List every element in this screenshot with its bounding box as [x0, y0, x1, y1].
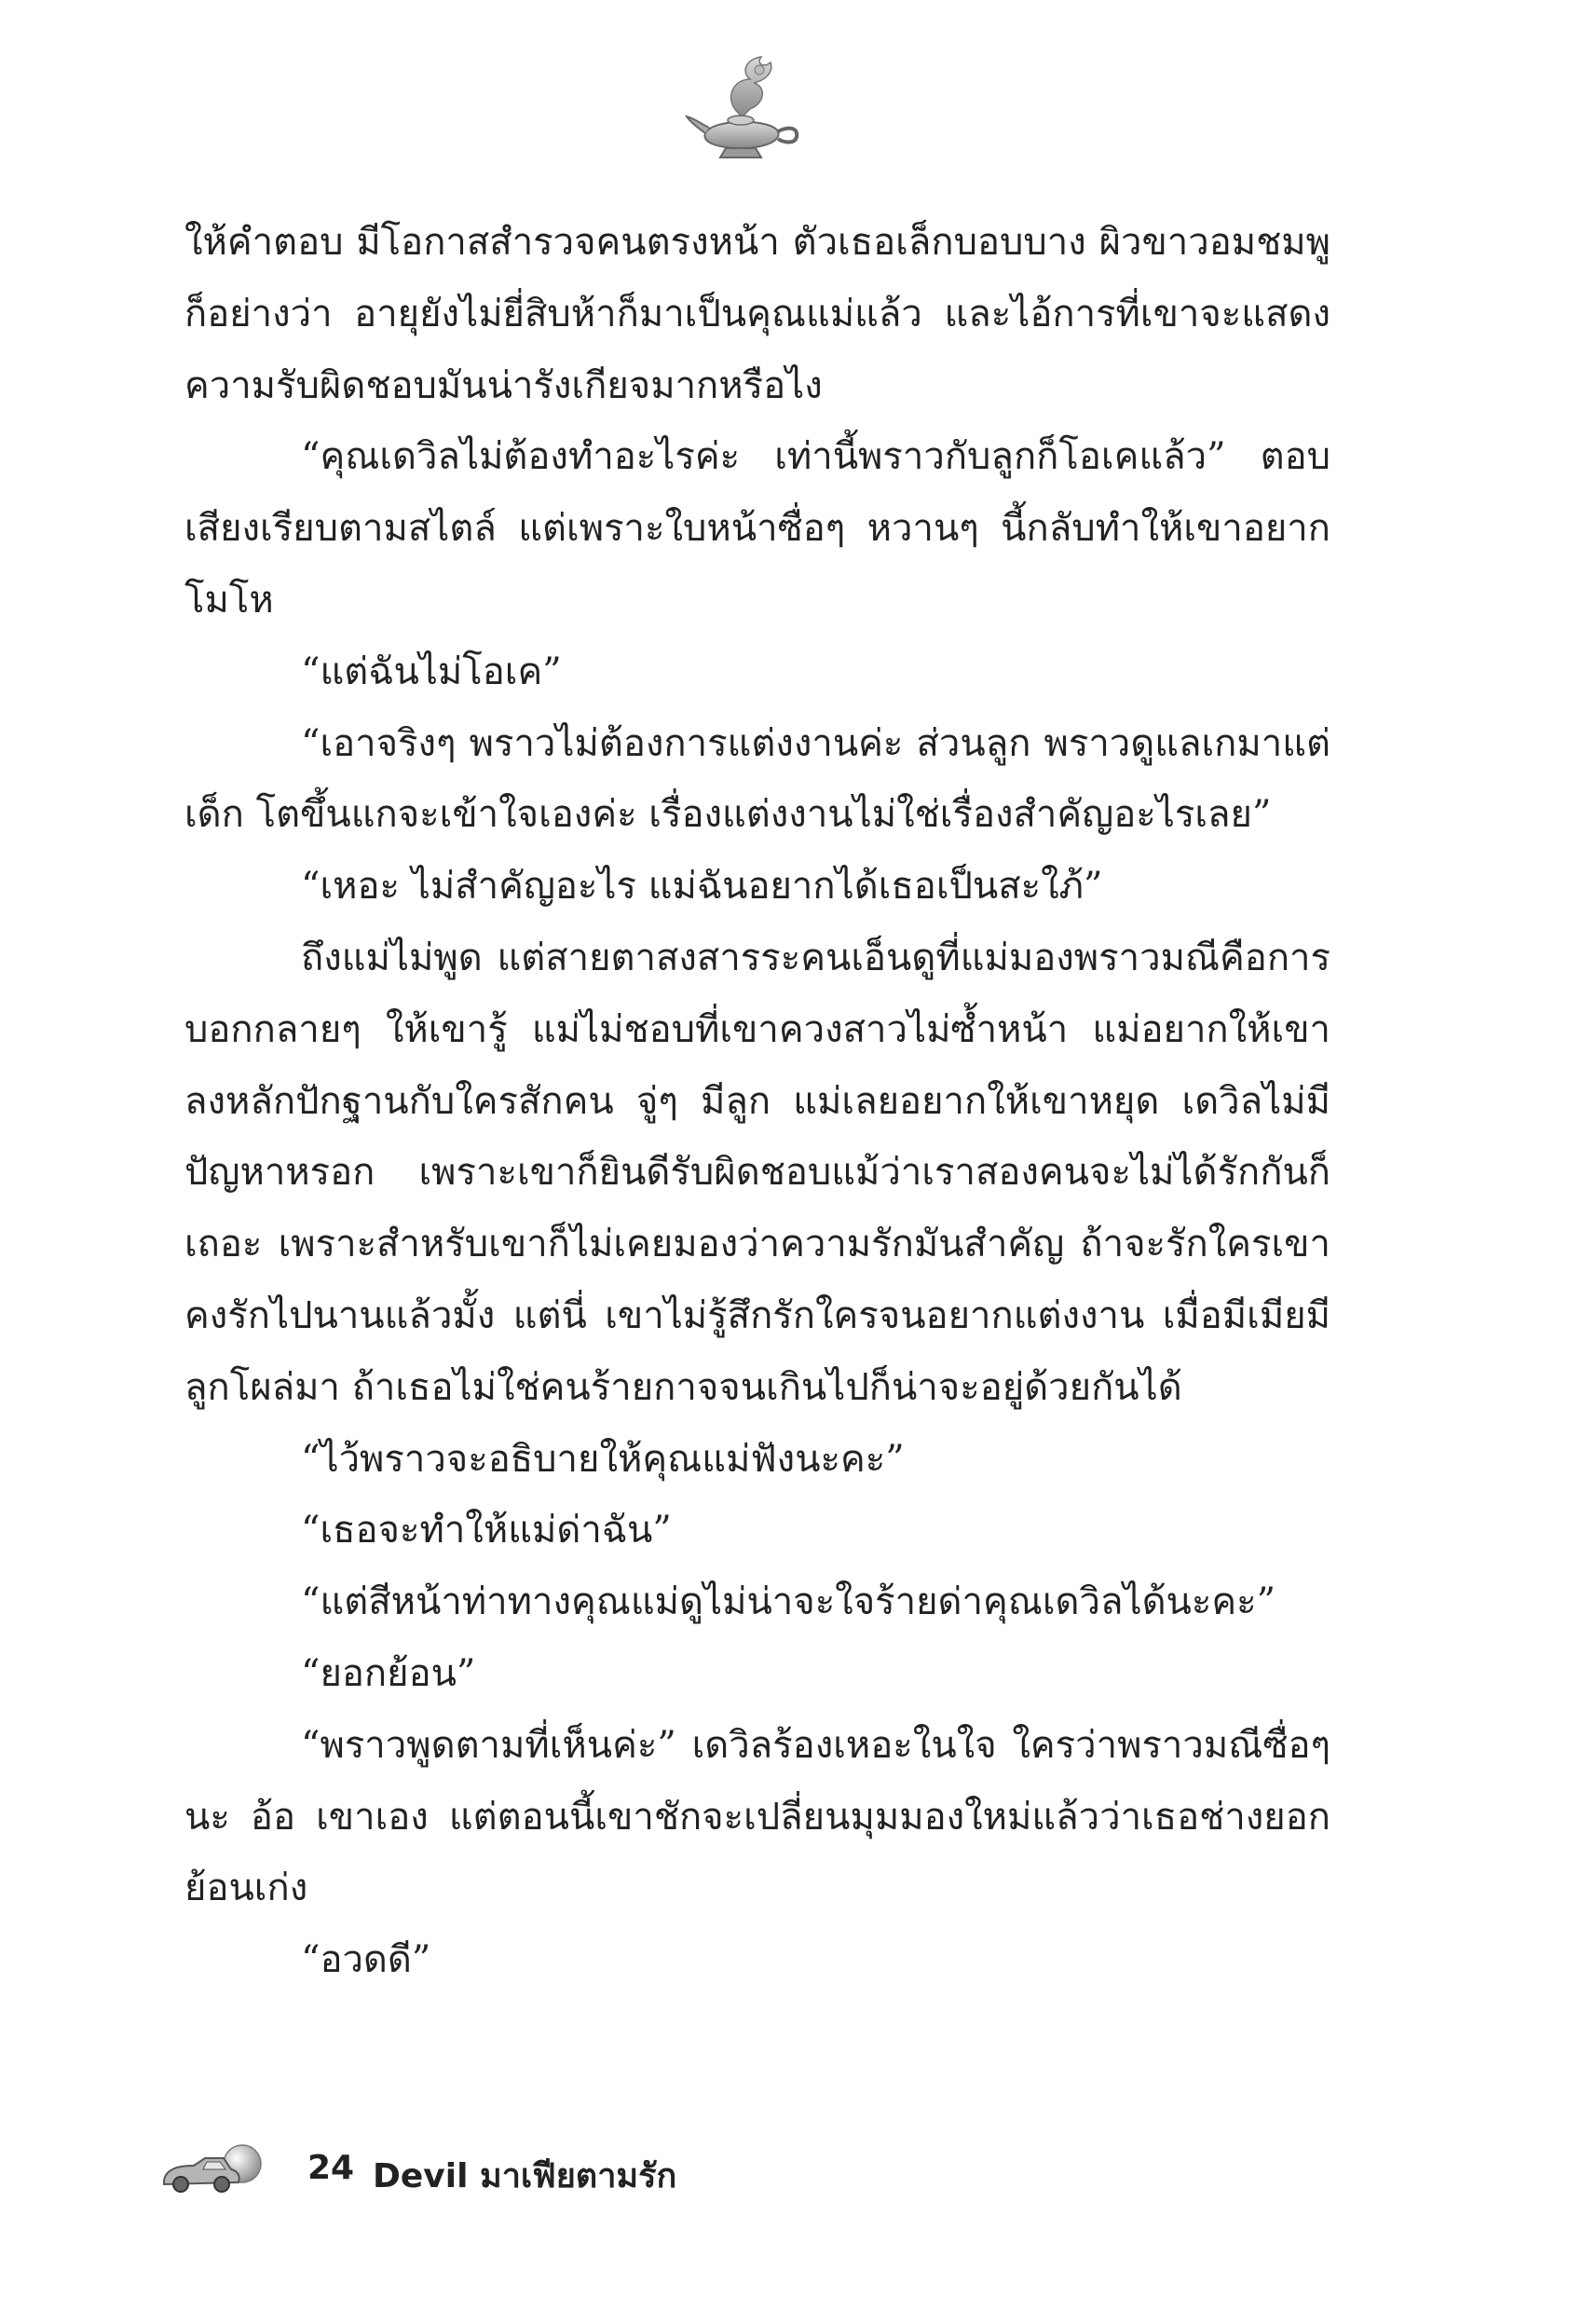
paragraph: “พราวพูดตามที่เห็นค่ะ” เดวิลร้องเหอะในใจ ใครว่าพราวมณีซื่อๆ นะ อ้อ เขาเอง แต่ตอนนี้เขาชักจะเปลี่ยนมุมมองใหม่แล้วว่าเธอช่างยอกย้อนเก่ง: [184, 1723, 1330, 1910]
car-emblem-icon: [157, 2141, 273, 2199]
paragraph: “เหอะ ไม่สำคัญอะไร แม่ฉันอยากได้เธอเป็นสะใภ้”: [301, 865, 1103, 909]
body-text: [184, 207, 1330, 1996]
book-title: Devil มาเฟียตามรัก: [373, 2157, 677, 2195]
paragraph: “แต่สีหน้าท่าทางคุณแม่ดูไม่น่าจะใจร้ายด่าคุณเดวิลได้นะคะ”: [301, 1580, 1276, 1624]
paragraph: ให้คำตอบ มีโอกาสสำรวจคนตรงหน้า ตัวเธอเล็กบอบบาง ผิวขาวอมชมพู ก็อย่างว่า อายุยังไม่ยี่สิบห้าก็มาเป็นคุณแม่แล้ว และไอ้การที่เขาจะแสดงความรับผิดชอบมันน่ารังเกียจมากหรือไง: [184, 221, 1330, 407]
page-number: 24: [307, 2149, 355, 2187]
paragraph: “อวดดี”: [301, 1938, 431, 1982]
paragraph: “เธอจะทำให้แม่ด่าฉัน”: [301, 1509, 672, 1552]
paragraph: ถึงแม่ไม่พูด แต่สายตาสงสารระคนเอ็นดูที่แม่มองพราวมณีคือการบอกกลายๆ ให้เขารู้ แม่ไม่ชอบที่เขาควงสาวไม่ซ้ำหน้า แม่อยากให้เขาลงหลักปักฐานกับใครสักคน จู่ๆ มีลูก แม่เลยอยากให้เขาหยุด เดวิลไม่มีปัญหาหรอก เพราะเขาก็ยินดีรับผิดชอบแม้ว่าเราสองคนจะไม่ได้รักกันก็เถอะ เพราะสำหรับเขาก็ไม่เคยมองว่าความรักมันสำคัญ ถ้าจะรักใครเขาคงรักไปนานแล้วมั้ง แต่นี่ เขาไม่รู้สึกรักใครจนอยากแต่งงาน เมื่อมีเมียมีลูกโผล่มา ถ้าเธอไม่ใช่คนร้ายกาจจนเกินไปก็น่าจะอยู่ด้วยกันได้: [184, 936, 1330, 1409]
genie-lamp-icon: [685, 51, 806, 163]
paragraph: “ยอกย้อน”: [301, 1651, 476, 1695]
paragraph: “เอาจริงๆ พราวไม่ต้องการแต่งงานค่ะ ส่วนลูก พราวดูแลเกมาแต่เด็ก โตขึ้นแกจะเข้าใจเองค่ะ เรื่องแต่งงานไม่ใช่เรื่องสำคัญอะไรเลย”: [184, 721, 1330, 837]
paragraph: “คุณเดวิลไม่ต้องทำอะไรค่ะ เท่านี้พราวกับลูกก็โอเคแล้ว” ตอบเสียงเรียบตามสไตล์ แต่เพราะใบหน้าซื่อๆ หวานๆ นี้กลับทำให้เขาอยากโมโห: [184, 435, 1330, 622]
page-footer: [157, 2141, 809, 2207]
paragraph: “แต่ฉันไม่โอเค”: [301, 650, 562, 693]
paragraph: “ไว้พราวจะอธิบายให้คุณแม่ฟังนะคะ”: [301, 1437, 905, 1481]
